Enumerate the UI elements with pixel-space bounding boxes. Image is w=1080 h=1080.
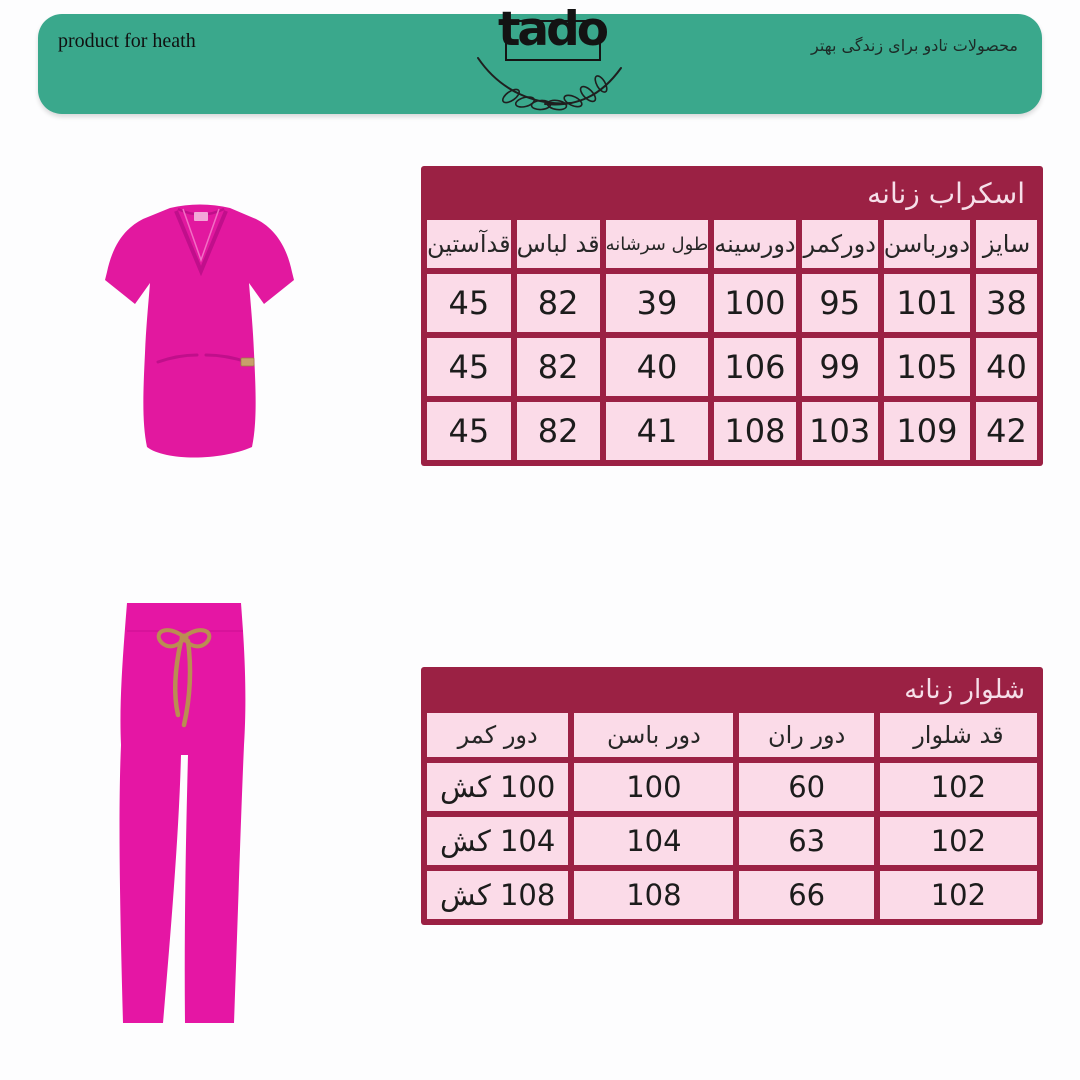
scrub-top-image xyxy=(50,178,350,473)
banner-tagline-text: محصولات تادو برای زندگی بهتر xyxy=(810,36,1018,55)
banner-left-text: product for heath xyxy=(58,30,196,52)
table-cell: 82 xyxy=(517,402,600,460)
table-cell: 103 xyxy=(802,402,878,460)
pants-image xyxy=(100,593,270,1038)
table-cell: 42 xyxy=(976,402,1037,460)
column-header-hip: دور باسن xyxy=(574,713,733,757)
column-header-hip: دورباسن xyxy=(884,220,970,268)
table-cell: 109 xyxy=(884,402,970,460)
table-cell: 40 xyxy=(606,338,709,396)
laurel-branch-icon xyxy=(475,50,625,114)
column-header-chest: دورسینه xyxy=(714,220,795,268)
table-cell: 108 xyxy=(574,871,733,919)
table-cell: 45 xyxy=(427,402,511,460)
table-cell: 108 کش xyxy=(427,871,568,919)
table-cell: 40 xyxy=(976,338,1037,396)
scrub-table-grid xyxy=(427,220,1037,460)
table-cell: 38 xyxy=(976,274,1037,332)
table-cell: 102 xyxy=(880,763,1037,811)
table-cell: 66 xyxy=(739,871,873,919)
pants-table-grid xyxy=(427,713,1037,919)
table-cell: 105 xyxy=(884,338,970,396)
column-header-waist: دورکمر xyxy=(802,220,878,268)
pants-table-title: شلوار زنانه xyxy=(904,675,1025,705)
column-header-length: قد لباس xyxy=(517,220,600,268)
table-cell: 108 xyxy=(714,402,795,460)
table-cell: 95 xyxy=(802,274,878,332)
scrub-size-table xyxy=(421,166,1043,466)
pants-size-table xyxy=(421,667,1043,925)
column-header-shoulder: طول سرشانه xyxy=(606,220,709,268)
table-cell: 101 xyxy=(884,274,970,332)
table-cell: 100 xyxy=(714,274,795,332)
table-cell: 63 xyxy=(739,817,873,865)
table-cell: 39 xyxy=(606,274,709,332)
scrub-table-title: اسکراب زنانه xyxy=(867,176,1025,210)
table-cell: 100 xyxy=(574,763,733,811)
logo-text: tado xyxy=(497,2,607,57)
table-cell: 82 xyxy=(517,338,600,396)
table-cell: 106 xyxy=(714,338,795,396)
table-cell: 102 xyxy=(880,817,1037,865)
table-cell: 82 xyxy=(517,274,600,332)
table-cell: 45 xyxy=(427,274,511,332)
table-cell: 104 xyxy=(574,817,733,865)
column-header-thigh: دور ران xyxy=(739,713,873,757)
column-header-waist: دور کمر xyxy=(427,713,568,757)
table-cell: 104 کش xyxy=(427,817,568,865)
column-header-sleeve: قدآستین xyxy=(427,220,511,268)
table-cell: 102 xyxy=(880,871,1037,919)
table-cell: 99 xyxy=(802,338,878,396)
column-header-size: سایز xyxy=(976,220,1037,268)
column-header-pants-length: قد شلوار xyxy=(880,713,1037,757)
table-cell: 60 xyxy=(739,763,873,811)
tado-logo xyxy=(475,2,625,120)
table-cell: 45 xyxy=(427,338,511,396)
table-cell: 100 کش xyxy=(427,763,568,811)
table-cell: 41 xyxy=(606,402,709,460)
